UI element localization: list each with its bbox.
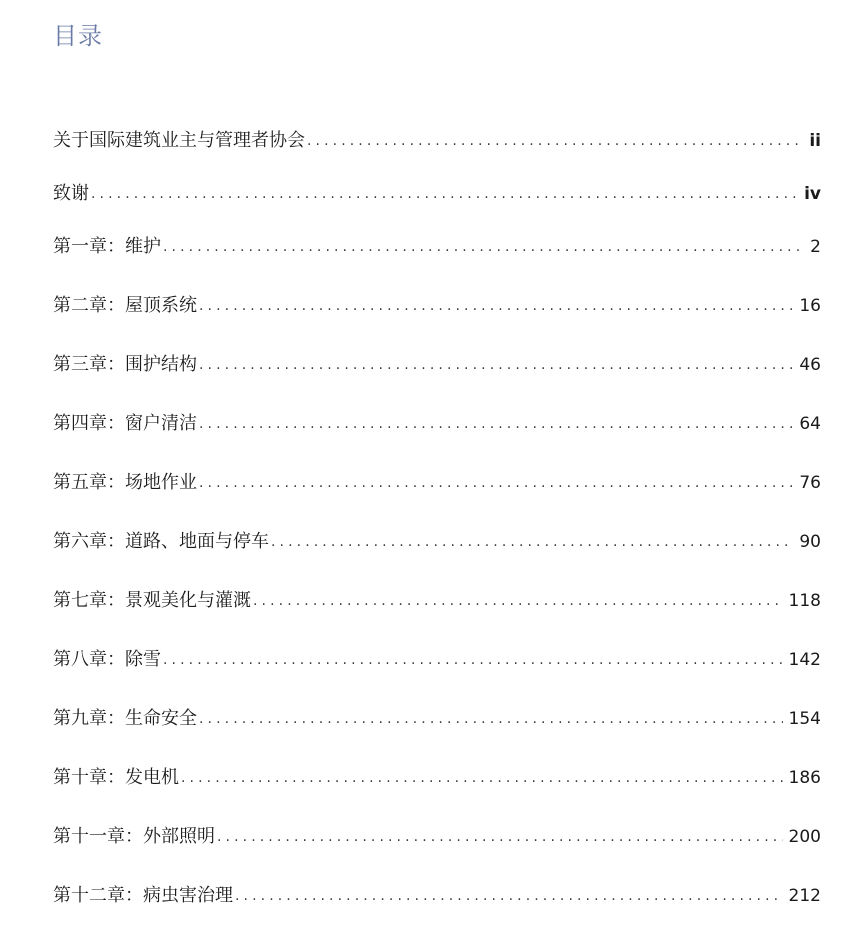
toc-entry-chapter-1[interactable] [53, 233, 821, 261]
toc-entry-page: 154 [788, 709, 821, 729]
toc-entry-acknowledgements[interactable] [53, 180, 821, 208]
toc-entry-page: 16 [799, 296, 821, 316]
toc-entry-label: 第五章：场地作业 [53, 472, 197, 493]
toc-entry-chapter-2[interactable] [53, 292, 821, 320]
toc-entry-chapter-3[interactable] [53, 351, 821, 379]
toc-title: 目录 [53, 22, 103, 50]
toc-entry-chapter-8[interactable] [53, 646, 821, 674]
toc-entry-label: 第一章：维护 [53, 236, 161, 257]
toc-entry-chapter-9[interactable] [53, 705, 821, 733]
dot-leader [199, 351, 793, 379]
toc-entry-label: 第二章：屋顶系统 [53, 295, 197, 316]
dot-leader [253, 587, 783, 615]
toc-entry-label: 第六章：道路、地面与停车 [53, 531, 269, 552]
toc-entry-page: 2 [810, 237, 821, 257]
toc-entry-label: 第八章：除雪 [53, 649, 161, 670]
toc-entry-chapter-7[interactable] [53, 587, 821, 615]
toc-entry-label: 第十一章：外部照明 [53, 826, 215, 847]
toc-entry-page: 212 [788, 886, 821, 906]
toc-entry-chapter-6[interactable] [53, 528, 821, 556]
toc-entry-label: 第十二章：病虫害治理 [53, 885, 233, 906]
dot-leader [91, 180, 798, 208]
toc-entry-label: 第九章：生命安全 [53, 708, 197, 729]
toc-entry-page: 46 [799, 355, 821, 375]
dot-leader [199, 410, 793, 438]
dot-leader [199, 705, 783, 733]
dot-leader [163, 233, 804, 261]
toc-entry-page: iv [804, 184, 821, 204]
toc-entry-about[interactable] [53, 127, 821, 155]
toc-entry-label: 第七章：景观美化与灌溉 [53, 590, 251, 611]
toc-entry-chapter-4[interactable] [53, 410, 821, 438]
toc-entry-chapter-10[interactable] [53, 764, 821, 792]
dot-leader [163, 646, 783, 674]
toc-entry-page: 118 [788, 591, 821, 611]
dot-leader [181, 764, 783, 792]
toc-entry-page: 200 [788, 827, 821, 847]
toc-entry-chapter-12[interactable] [53, 882, 821, 910]
toc-entry-page: 64 [799, 414, 821, 434]
toc-entry-page: 186 [788, 768, 821, 788]
toc-entry-chapter-11[interactable] [53, 823, 821, 851]
toc-entry-label: 致谢 [53, 183, 89, 204]
dot-leader [307, 127, 803, 155]
dot-leader [271, 528, 793, 556]
dot-leader [199, 469, 793, 497]
toc-entry-page: ii [809, 131, 821, 151]
toc-entry-label: 关于国际建筑业主与管理者协会 [53, 130, 305, 151]
toc-entry-label: 第四章：窗户清洁 [53, 413, 197, 434]
toc-entry-label: 第十章：发电机 [53, 767, 179, 788]
toc-entry-chapter-5[interactable] [53, 469, 821, 497]
dot-leader [235, 882, 783, 910]
dot-leader [217, 823, 783, 851]
toc-entry-page: 142 [788, 650, 821, 670]
toc-entry-label: 第三章：围护结构 [53, 354, 197, 375]
dot-leader [199, 292, 793, 320]
toc-entry-page: 76 [799, 473, 821, 493]
toc-entry-page: 90 [799, 532, 821, 552]
